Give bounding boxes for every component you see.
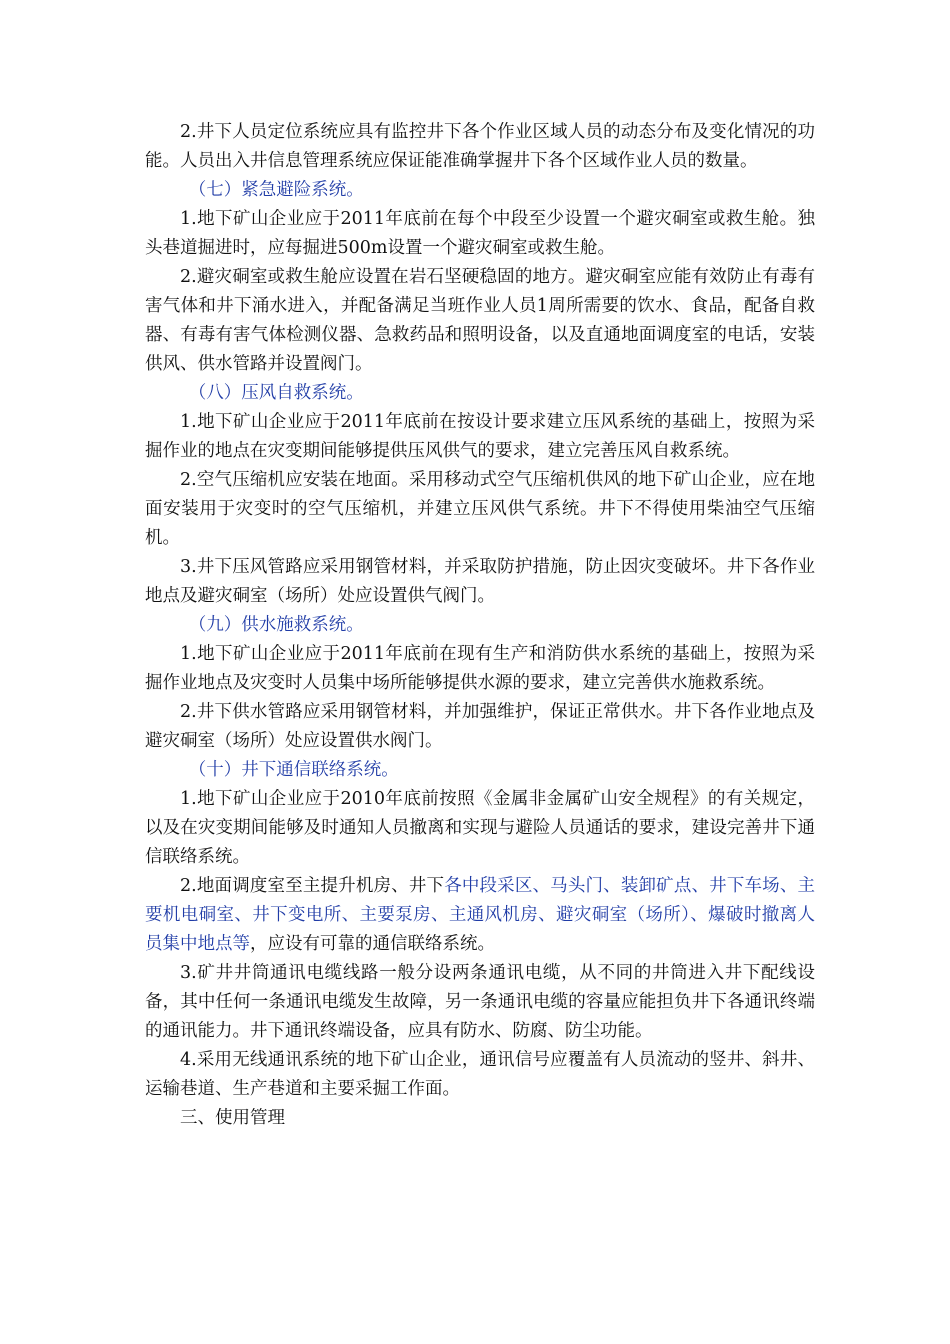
section-heading-emergency-refuge: （七）紧急避险系统。 — [188, 180, 364, 200]
paragraph-communication-1: 1.地下矿山企业应于2010年底前按照《金属非金属矿山安全规程》的有关规定，以及在灾变期间能够及时通知人员撤离和实现与避险人员通话的要求，建设完善井下通信联络系统。 — [145, 789, 815, 867]
paragraph-communication-3: 3.矿井井筒通讯电缆线路一般分设两条通讯电缆，从不同的井筒进入井下配线设备，其中任何一条通讯电缆发生故障，另一条通讯电缆的容量应能担负井下各通讯终端的通讯能力。井下通讯终端设备，应具有防水、防腐、防尘功能。 — [145, 963, 815, 1041]
section-heading-communication: （十）井下通信联络系统。 — [188, 760, 399, 780]
paragraph-refuge-2: 2.避灾硐室或救生舱应设置在岩石坚硬稳固的地方。避灾硐室应能有效防止有毒有害气体和井下涌水进入，并配备满足当班作业人员1周所需要的饮水、食品，配备自救器、有毒有害气体检测仪器、急救药品和照明设备，以及直通地面调度室的电话，安装供风、供水管路并设置阀门。 — [145, 267, 815, 374]
section-heading-water-supply: （九）供水施救系统。 — [188, 615, 364, 635]
section-heading-compressed-air: （八）压风自救系统。 — [188, 383, 364, 403]
paragraph-compressed-air-1: 1.地下矿山企业应于2011年底前在按设计要求建立压风系统的基础上，按照为采掘作业的地点在灾变期间能够提供压风供气的要求，建立完善压风自救系统。 — [145, 412, 815, 461]
paragraph-communication-2-tail: ，应设有可靠的通信联络系统。 — [250, 934, 495, 954]
paragraph-communication-4: 4.采用无线通讯系统的地下矿山企业，通讯信号应覆盖有人员流动的竖井、斜井、运输巷道、生产巷道和主要采掘工作面。 — [145, 1050, 815, 1099]
paragraph-refuge-1: 1.地下矿山企业应于2011年底前在每个中段至少设置一个避灾硐室或救生舱。独头巷道掘进时，应每掘进500m设置一个避灾硐室或救生舱。 — [145, 209, 815, 258]
paragraph-personnel-positioning: 2.井下人员定位系统应具有监控井下各个作业区域人员的动态分布及变化情况的功能。人员出入井信息管理系统应保证能准确掌握井下各个区域作业人员的数量。 — [145, 122, 815, 171]
document-body — [145, 118, 815, 1133]
paragraph-water-supply-1: 1.地下矿山企业应于2011年底前在现有生产和消防供水系统的基础上，按照为采掘作业地点及灾变时人员集中场所能够提供水源的要求，建立完善供水施救系统。 — [145, 644, 815, 693]
paragraph-compressed-air-2: 2.空气压缩机应安装在地面。采用移动式空气压缩机供风的地下矿山企业，应在地面安装用于灾变时的空气压缩机，并建立压风供气系统。井下不得使用柴油空气压缩机。 — [145, 470, 815, 548]
paragraph-water-supply-2: 2.井下供水管路应采用钢管材料，并加强维护，保证正常供水。井下各作业地点及避灾硐室（场所）处应设置供水阀门。 — [145, 702, 815, 751]
paragraph-communication-2-lead: 2.地面调度室至主提升机房、井下 — [180, 876, 445, 896]
paragraph-communication-2 — [145, 872, 815, 959]
paragraph-communication-2-highlight: 各中段采区、马头门、装卸矿点、井下车场、主要机电硐室、井下变电所、主要泵房、主通风机房、避灾硐室（场所）、爆破时撤离人员集中地点等 — [145, 876, 815, 954]
paragraph-compressed-air-3: 3.井下压风管路应采用钢管材料，并采取防护措施，防止因灾变破坏。井下各作业地点及避灾硐室（场所）处应设置供气阀门。 — [145, 557, 815, 606]
section-heading-usage-management: 三、使用管理 — [180, 1108, 285, 1128]
